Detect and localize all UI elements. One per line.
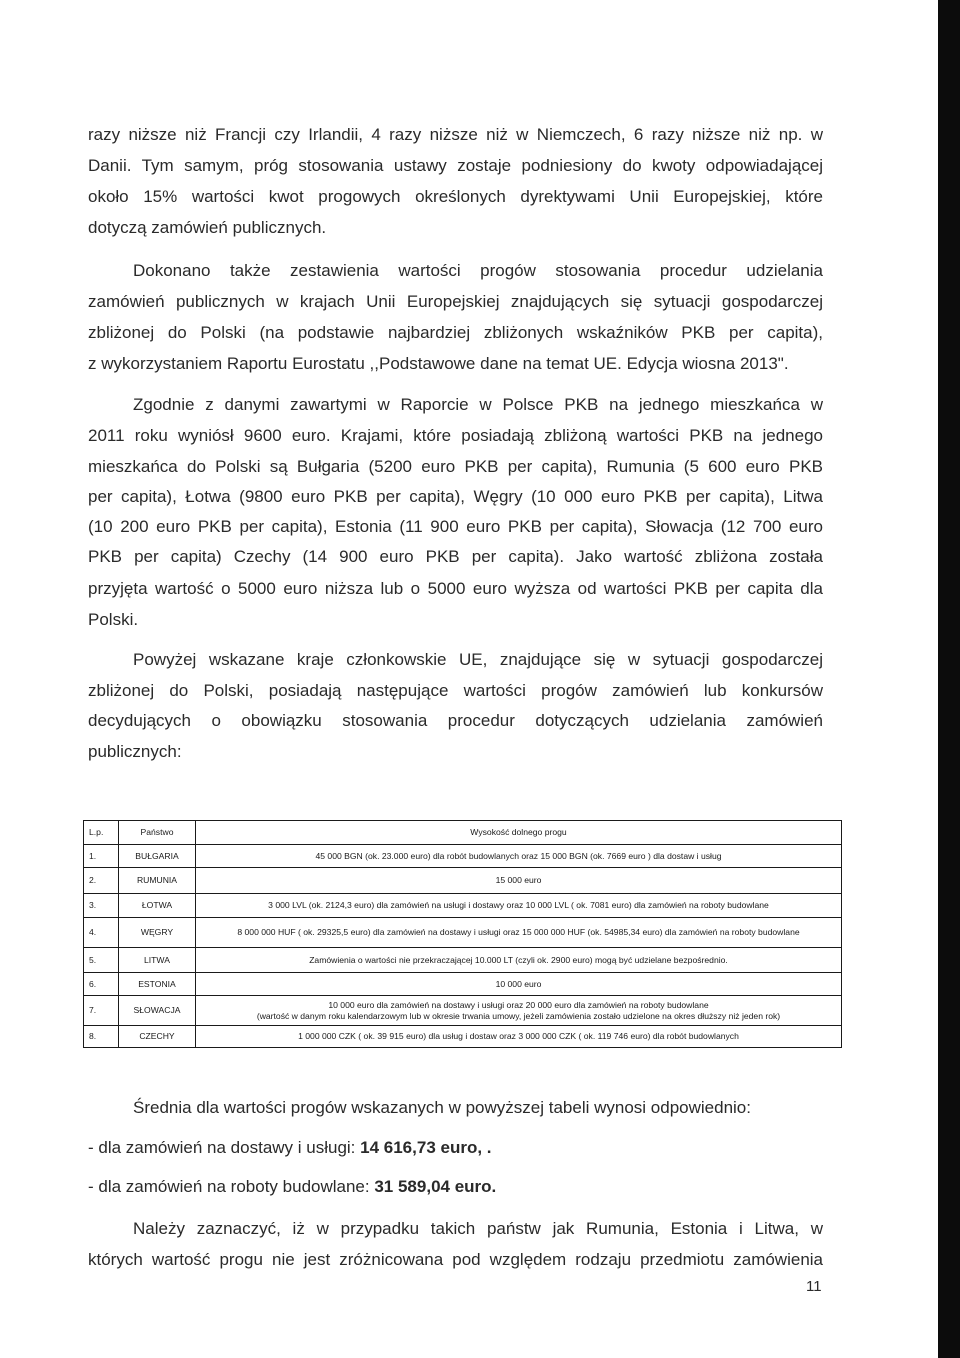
row-country: BUŁGARIA: [119, 845, 196, 868]
thresholds-table: [83, 820, 842, 1048]
row-lp: 6.: [84, 973, 119, 996]
table-row: [84, 894, 842, 918]
row-country: RUMUNIA: [119, 868, 196, 894]
para1-line3: około 15% wartości kwot progowych określonych dyrektywami Unii Europejskiej, które: [88, 187, 823, 206]
para4-line2: zbliżonej do Polski, posiadają następujące wartości progów zamówień lub konkursów: [88, 681, 823, 700]
header-country: Państwo: [119, 821, 196, 845]
row-lp: 4.: [84, 918, 119, 948]
summary-roboty-value: 31 589,04 euro.: [374, 1177, 497, 1196]
row-value: 45 000 BGN (ok. 23.000 euro) dla robót budowlanych oraz 15 000 BGN (ok. 7669 euro ) dla dostaw i usług: [196, 845, 842, 868]
row-value: 3 000 LVL (ok. 2124,3 euro) dla zamówień na usługi i dostawy oraz 10 000 LVL ( ok. 7081 euro) dla zamówień na roboty budowlane: [196, 894, 842, 918]
para3-line5: (10 200 euro PKB per capita), Estonia (11 900 euro PKB per capita), Słowacja (12 700 euro: [88, 517, 823, 536]
para5-line2: których wartość progu nie jest zróżnicowana pod względem rodzaju przedmiotu zamówienia: [88, 1250, 823, 1269]
row-value: 8 000 000 HUF ( ok. 29325,5 euro) dla zamówień na dostawy i usługi oraz 15 000 000 HUF (ok. 54985,34 euro) dla zamówień na roboty budowlane: [196, 918, 842, 948]
para2-line2: zamówień publicznych w krajach Unii Europejskiej znajdujących się sytuacji gospodarczej: [88, 292, 823, 311]
para2-line4: z wykorzystaniem Raportu Eurostatu ,,Podstawowe dane na temat UE. Edycja wiosna 2013".: [88, 354, 789, 373]
table-row: [84, 868, 842, 894]
para3-line2: 2011 roku wyniósł 9600 euro. Krajami, które posiadają zbliżoną wartości PKB na jednego: [88, 426, 823, 445]
para4-line3: decydujących o obowiązku stosowania procedur dotyczących udzielania zamówień: [88, 711, 823, 730]
row-country: ESTONIA: [119, 973, 196, 996]
summary-roboty-label: - dla zamówień na roboty budowlane:: [88, 1177, 375, 1196]
para3-line6: PKB per capita) Czechy (14 900 euro PKB per capita). Jako wartość zbliżona została: [88, 547, 823, 566]
scan-edge-bar: [938, 0, 960, 1358]
header-lp: L.p.: [84, 821, 119, 845]
para3-line7: przyjęta wartość o 5000 euro niższa lub o 5000 euro wyższa od wartości PKB per capita dla: [88, 579, 823, 598]
summary-dostawy: [88, 1137, 823, 1159]
row-value: 1 000 000 CZK ( ok. 39 915 euro) dla usług i dostaw oraz 3 000 000 CZK ( ok. 119 746 euro) dla robót budowlanych: [196, 1026, 842, 1048]
summary-intro: Średnia dla wartości progów wskazanych w powyższej tabeli wynosi odpowiednio:: [133, 1098, 751, 1117]
table-row: [84, 996, 842, 1026]
page-number: 11: [806, 1278, 822, 1295]
para3-line3: mieszkańca do Polski są Bułgaria (5200 euro PKB per capita), Rumunia (5 600 euro PKB: [88, 457, 823, 476]
para3-line4: per capita), Łotwa (9800 euro PKB per capita), Węgry (10 000 euro PKB per capita), Litwa: [88, 487, 823, 506]
table-row: [84, 845, 842, 868]
para5-line1: Należy zaznaczyć, iż w przypadku takich państw jak Rumunia, Estonia i Litwa, w: [133, 1219, 823, 1238]
header-value: Wysokość dolnego progu: [196, 821, 842, 845]
table-row: [84, 918, 842, 948]
table-header-row: [84, 821, 842, 845]
row-value-line1: 10 000 euro dla zamówień na dostawy i usługi oraz 20 000 euro dla zamówień na roboty budowlane: [328, 999, 709, 1010]
para3-line8: Polski.: [88, 610, 139, 629]
row-country: SŁOWACJA: [119, 996, 196, 1026]
row-value: 10 000 euro: [196, 973, 842, 996]
para1-line4: dotyczą zamówień publicznych.: [88, 218, 327, 237]
row-lp: 5.: [84, 948, 119, 973]
table-row: [84, 1026, 842, 1048]
para1-line2: Danii. Tym samym, próg stosowania ustawy zostaje podniesiony do kwoty odpowiadającej: [88, 156, 823, 175]
row-value: Zamówienia o wartości nie przekraczającej 10.000 LT (czyli ok. 2900 euro) mogą być udzielane bezpośrednio.: [196, 948, 842, 973]
row-lp: 2.: [84, 868, 119, 894]
summary-dostawy-value: 14 616,73 euro, .: [360, 1138, 492, 1157]
summary-dostawy-label: - dla zamówień na dostawy i usługi:: [88, 1138, 361, 1157]
row-value-multiline: [196, 996, 842, 1026]
para4-line1: Powyżej wskazane kraje członkowskie UE, znajdujące się w sytuacji gospodarczej: [133, 650, 823, 669]
para2-line1: Dokonano także zestawienia wartości progów stosowania procedur udzielania: [133, 261, 823, 280]
row-lp: 3.: [84, 894, 119, 918]
para1-line1: razy niższe niż Francji czy Irlandii, 4 razy niższe niż w Niemczech, 6 razy niższe niż np. w: [88, 125, 823, 144]
para2-line3: zbliżonej do Polski (na podstawie najbardziej zbliżonych wskaźników PKB per capita),: [88, 323, 823, 342]
para3-line1: Zgodnie z danymi zawartymi w Raporcie w Polsce PKB na jednego mieszkańca w: [133, 395, 823, 414]
summary-roboty: [88, 1176, 823, 1198]
para4-line4: publicznych:: [88, 742, 182, 761]
row-lp: 7.: [84, 996, 119, 1026]
row-country: ŁOTWA: [119, 894, 196, 918]
row-country: LITWA: [119, 948, 196, 973]
row-value-line2: (wartość w danym roku kalendarzowym lub w okresie trwania umowy, jeżeli zamówienia zostało udzielone na okres dłuższy niż jeden rok): [256, 1010, 781, 1021]
row-lp: 8.: [84, 1026, 119, 1048]
row-country: WĘGRY: [119, 918, 196, 948]
row-lp: 1.: [84, 845, 119, 868]
table-row: [84, 973, 842, 996]
row-value: 15 000 euro: [196, 868, 842, 894]
row-country: CZECHY: [119, 1026, 196, 1048]
table-row: [84, 948, 842, 973]
